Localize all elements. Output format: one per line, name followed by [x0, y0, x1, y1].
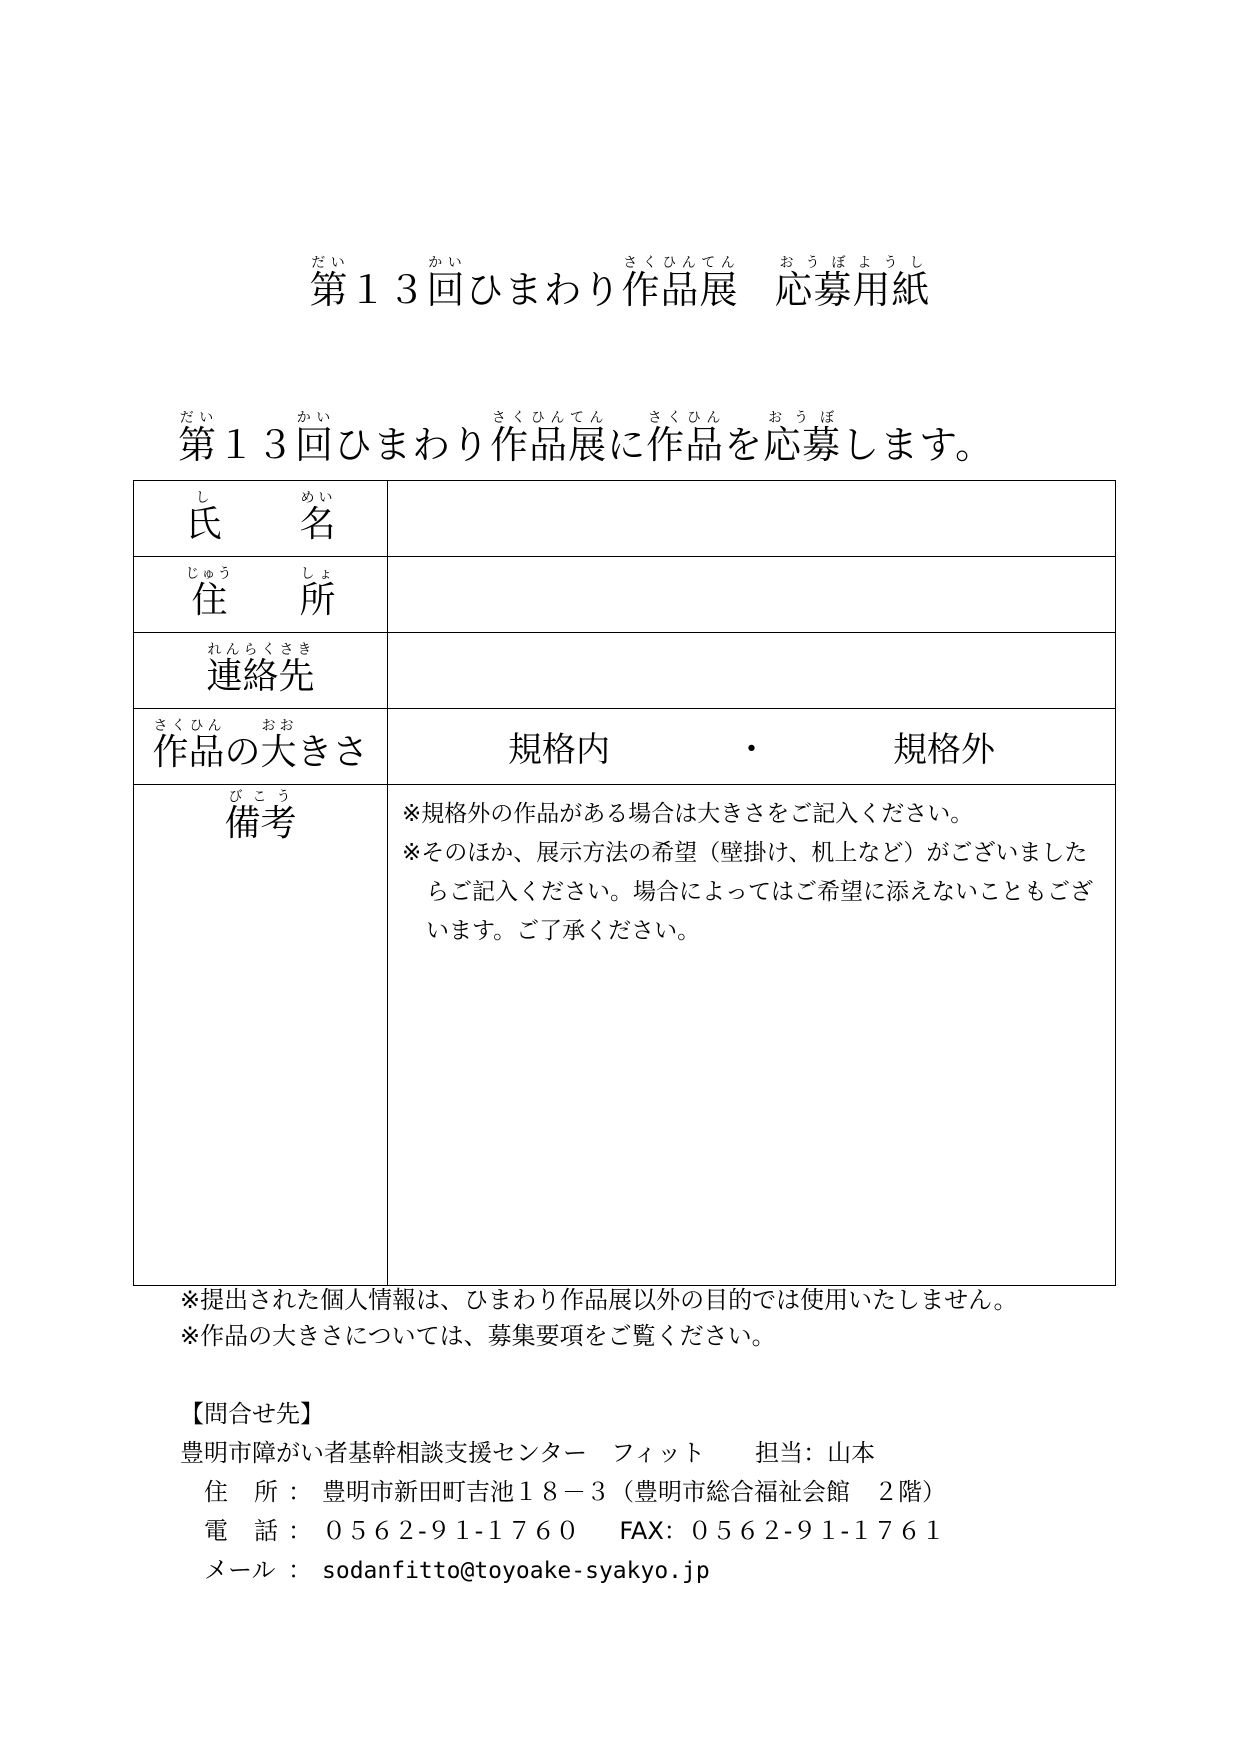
remarks-field[interactable] [388, 785, 1116, 1286]
size-choice-cell [388, 709, 1116, 785]
form-row-contact [134, 633, 1116, 709]
contact-heading: 【問合せ先】 [180, 1400, 324, 1428]
name-field[interactable] [388, 481, 1116, 557]
statement-number: １３ [217, 423, 296, 467]
contact-org: 豊明市障がい者基幹相談支援センター フィット [180, 1439, 706, 1467]
address-field[interactable] [388, 557, 1116, 633]
application-form-table [133, 480, 1116, 1286]
contact-address-row [180, 1473, 946, 1512]
address-label-juu: 住じゅう [185, 566, 234, 621]
form-row-remarks [134, 785, 1116, 1286]
form-row-name [134, 481, 1116, 557]
contact-fax-value: FAX：０５６２-９１-１７６１ [619, 1517, 946, 1545]
size-label-kisa: きさ [296, 732, 369, 773]
page-title [0, 255, 1240, 314]
contact-phone-colon: ： [288, 1517, 312, 1545]
remarks-note-2: ※そのほか、展示方法の希望（壁掛け、机上など）がございましたらご記入ください。場合によってはご希望に添えないこともございます。ご了承ください。 [402, 840, 1093, 944]
form-row-address [134, 557, 1116, 633]
size-option-outside-standard[interactable]: 規格外 [893, 730, 995, 770]
address-label [134, 557, 388, 633]
remarks-label [134, 785, 388, 1286]
name-label-mei: 名めい [299, 490, 336, 545]
contact-address-value: 豊明市新田町吉池１８－３（豊明市総合福祉会館 ２階） [322, 1478, 946, 1506]
name-label-shi: 氏し [185, 490, 222, 545]
contact-label [134, 633, 388, 709]
contact-person: 担当：山本 [755, 1439, 876, 1467]
contact-field[interactable] [388, 633, 1116, 709]
statement-oubo: 応募おうぼ [763, 410, 842, 467]
contact-address-colon: ： [288, 1478, 312, 1506]
title-kai: 回かい [426, 255, 466, 312]
size-label [134, 709, 388, 785]
title-oubo-youshi: 応募用紙おうぼようし [774, 255, 931, 312]
remarks-label-text: 備考びこう [224, 789, 297, 844]
contact-mail-colon: ： [288, 1556, 312, 1584]
name-label [134, 481, 388, 557]
size-label-sakuhin: 作品さくひん [152, 718, 225, 773]
contact-mail-value[interactable]: sodanfitto@toyoake-syakyo.jp [322, 1558, 710, 1584]
size-option-within-standard[interactable]: 規格内 [508, 730, 610, 770]
statement-wo: を [724, 423, 764, 467]
footnotes [180, 1282, 1018, 1354]
footnote-size: ※作品の大きさについては、募集要項をご覧ください。 [180, 1322, 776, 1350]
contact-phone-row [180, 1512, 946, 1551]
statement-end: します。 [841, 423, 995, 467]
contact-org-row [180, 1434, 946, 1473]
contact-label-text: 連絡先れんらくさき [206, 642, 315, 697]
title-number: １３ [348, 268, 427, 312]
contact-phone-value: ０５６２-９１-１７６０ [322, 1517, 580, 1545]
statement-sakuhinten: 作品展さくひんてん [490, 410, 608, 467]
remarks-note-1: ※規格外の作品がある場合は大きさをご記入ください。 [402, 801, 974, 827]
form-row-size [134, 709, 1116, 785]
statement-ni: に [607, 423, 647, 467]
contact-address-label: 住 所 [204, 1478, 278, 1506]
contact-mail-row [180, 1551, 946, 1591]
size-option-separator: ・ [734, 730, 769, 770]
address-label-sho: 所しょ [299, 566, 336, 621]
contact-info [180, 1395, 946, 1591]
statement-sakuhin: 作品さくひん [646, 410, 725, 467]
application-statement [178, 410, 994, 469]
title-himawari: ひまわり [465, 268, 622, 312]
remarks-notes [388, 785, 1115, 951]
size-label-no: の [224, 732, 261, 773]
footnote-privacy: ※提出された個人情報は、ひまわり作品展以外の目的では使用いたしません。 [180, 1286, 1018, 1314]
contact-mail-label: メール [204, 1556, 276, 1584]
size-label-oo: 大おお [260, 718, 297, 773]
title-dai: 第だい [309, 255, 349, 312]
statement-himawari: ひまわり [334, 423, 491, 467]
title-sakuhinten: 作品展さくひんてん [621, 255, 739, 312]
statement-dai: 第だい [178, 410, 218, 467]
statement-kai: 回かい [295, 410, 335, 467]
contact-phone-label: 電 話 [204, 1517, 278, 1545]
